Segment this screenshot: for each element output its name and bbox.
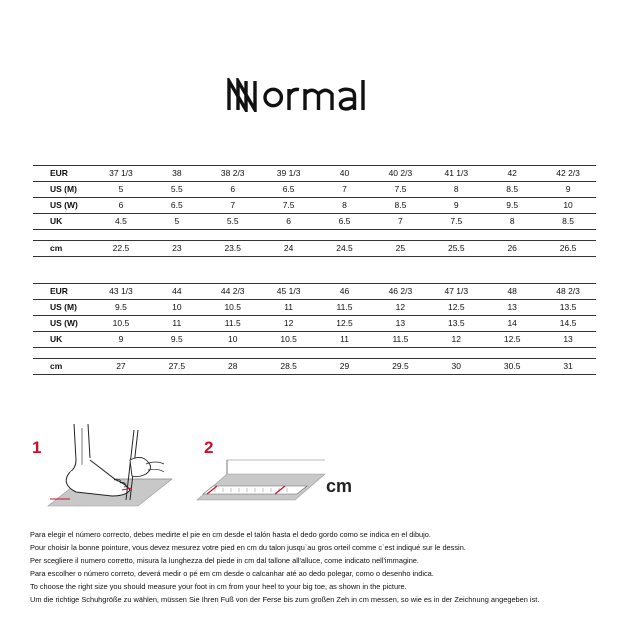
size-cell: 11	[261, 300, 317, 316]
paper-measure-illustration	[195, 458, 327, 510]
row-spacer	[33, 230, 596, 241]
size-cell: 44	[149, 284, 205, 300]
size-cell: 45 1/3	[261, 284, 317, 300]
size-cell: 40	[317, 166, 373, 182]
size-cell: 22.5	[93, 241, 149, 257]
size-cell: 10.5	[93, 316, 149, 332]
size-cell: 31	[540, 359, 596, 375]
row-spacer	[33, 348, 596, 359]
size-system-label: EUR	[33, 284, 93, 300]
instruction-pt: Para escolher o número correto, deverá medir o pé em cm desde o calcanhar até ao dedo polegar, como o desenho indica.	[30, 568, 434, 578]
size-cell: 9.5	[93, 300, 149, 316]
size-cell: 29	[317, 359, 373, 375]
foot-measure-illustration	[30, 424, 176, 512]
size-row	[33, 300, 596, 316]
size-system-label: US (M)	[33, 300, 93, 316]
size-cell: 5.5	[149, 182, 205, 198]
size-cell: 5.5	[205, 214, 261, 230]
size-system-label: cm	[33, 241, 93, 257]
instructions	[30, 529, 620, 606]
size-cell: 44 2/3	[205, 284, 261, 300]
size-cell: 25.5	[428, 241, 484, 257]
size-cell: 7	[372, 214, 428, 230]
size-system-label: UK	[33, 332, 93, 348]
size-cell: 12.5	[317, 316, 373, 332]
size-cell: 6	[261, 214, 317, 230]
size-cell: 42	[484, 166, 540, 182]
size-row	[33, 182, 596, 198]
size-cell: 11	[317, 332, 373, 348]
size-cell: 42 2/3	[540, 166, 596, 182]
size-row	[33, 284, 596, 300]
size-cell: 30.5	[484, 359, 540, 375]
size-cell: 14.5	[540, 316, 596, 332]
size-cell: 8	[484, 214, 540, 230]
size-row	[33, 166, 596, 182]
size-cell: 26.5	[540, 241, 596, 257]
size-cell: 24	[261, 241, 317, 257]
size-cell: 9	[540, 182, 596, 198]
size-cell: 39 1/3	[261, 166, 317, 182]
instruction-fr: Pour choisir la bonne pointure, vous devez mesurez votre pied en cm du talon jusqu`au gros orteil comme c`est indiqué sur le dessin.	[30, 542, 466, 552]
size-cell: 9.5	[149, 332, 205, 348]
size-cell: 11.5	[372, 332, 428, 348]
instruction-es: Para elegir el número correcto, debes medirte el pie en cm desde el talón hasta el dedo gordo como se indica en el dibujo.	[30, 530, 431, 539]
size-cell: 47 1/3	[428, 284, 484, 300]
size-cell: 7.5	[261, 198, 317, 214]
size-cell: 12	[428, 332, 484, 348]
size-cell: 8.5	[372, 198, 428, 214]
size-system-label: US (W)	[33, 316, 93, 332]
size-row	[33, 241, 596, 257]
size-cell: 40 2/3	[372, 166, 428, 182]
size-cell: 11.5	[317, 300, 373, 316]
size-cell: 23.5	[205, 241, 261, 257]
size-cell: 14	[484, 316, 540, 332]
size-cell: 9.5	[484, 198, 540, 214]
size-cell: 27	[93, 359, 149, 375]
size-cell: 10	[540, 198, 596, 214]
size-cell: 38 2/3	[205, 166, 261, 182]
size-cell: 7.5	[372, 182, 428, 198]
size-cell: 12	[261, 316, 317, 332]
size-cell: 11	[149, 316, 205, 332]
size-cell: 10	[149, 300, 205, 316]
size-cell: 48 2/3	[540, 284, 596, 300]
size-cell: 6	[93, 198, 149, 214]
size-cell: 9	[428, 198, 484, 214]
cm-unit-label: cm	[326, 476, 353, 496]
instruction-it: Per scegliere il numero corretto, misura la lunghezza del piede in cm dal tallone all'alluce, come indicato nell'immagine.	[30, 555, 419, 565]
size-cell: 29.5	[372, 359, 428, 375]
size-cell: 38	[149, 166, 205, 182]
step-2-number: 2	[204, 438, 214, 457]
size-cell: 10.5	[205, 300, 261, 316]
size-cell: 23	[149, 241, 205, 257]
size-cell: 6.5	[317, 214, 373, 230]
size-cell: 7	[205, 198, 261, 214]
size-cell: 37 1/3	[93, 166, 149, 182]
size-cell: 46	[317, 284, 373, 300]
step-1-number: 1	[32, 438, 42, 457]
size-row	[33, 359, 596, 375]
size-row	[33, 332, 596, 348]
size-cell: 26	[484, 241, 540, 257]
size-table-2	[33, 283, 596, 375]
nnormal-logo	[227, 78, 403, 112]
size-system-label: EUR	[33, 166, 93, 182]
instruction-en: To choose the right size you should measure your foot in cm from your heel to your big toe, as shown in the picture.	[30, 581, 407, 591]
size-row	[33, 214, 596, 230]
instruction-de: Um die richtige Schuhgröße zu wählen, müssen Sie Ihren Fuß von der Ferse bis zum großen Zeh in cm messen, so wie es in der Zeichnung angegeben ist.	[30, 594, 540, 604]
size-cell: 7	[317, 182, 373, 198]
size-cell: 27.5	[149, 359, 205, 375]
size-cell: 9	[93, 332, 149, 348]
size-cell: 8.5	[540, 214, 596, 230]
size-cell: 25	[372, 241, 428, 257]
size-cell: 4.5	[93, 214, 149, 230]
size-cell: 46 2/3	[372, 284, 428, 300]
size-cell: 5	[149, 214, 205, 230]
size-cell: 6.5	[261, 182, 317, 198]
size-system-label: US (W)	[33, 198, 93, 214]
size-cell: 6	[205, 182, 261, 198]
size-system-label: UK	[33, 214, 93, 230]
size-cell: 10.5	[261, 332, 317, 348]
spacer-cell	[33, 348, 596, 359]
size-cell: 13.5	[428, 316, 484, 332]
size-system-label: US (M)	[33, 182, 93, 198]
size-cell: 5	[93, 182, 149, 198]
size-cell: 12.5	[484, 332, 540, 348]
size-cell: 12.5	[428, 300, 484, 316]
size-cell: 28	[205, 359, 261, 375]
size-cell: 41 1/3	[428, 166, 484, 182]
size-cell: 30	[428, 359, 484, 375]
size-system-label: cm	[33, 359, 93, 375]
size-row	[33, 316, 596, 332]
size-cell: 8	[317, 198, 373, 214]
spacer-cell	[33, 230, 596, 241]
size-cell: 13	[540, 332, 596, 348]
size-cell: 28.5	[261, 359, 317, 375]
size-cell: 13	[372, 316, 428, 332]
size-cell: 48	[484, 284, 540, 300]
size-cell: 43 1/3	[93, 284, 149, 300]
size-cell: 13	[484, 300, 540, 316]
size-cell: 6.5	[149, 198, 205, 214]
size-cell: 24.5	[317, 241, 373, 257]
size-cell: 11.5	[205, 316, 261, 332]
size-cell: 7.5	[428, 214, 484, 230]
size-cell: 13.5	[540, 300, 596, 316]
size-cell: 8	[428, 182, 484, 198]
size-cell: 12	[372, 300, 428, 316]
size-row	[33, 198, 596, 214]
size-cell: 8.5	[484, 182, 540, 198]
size-table-1	[33, 165, 596, 257]
size-cell: 10	[205, 332, 261, 348]
